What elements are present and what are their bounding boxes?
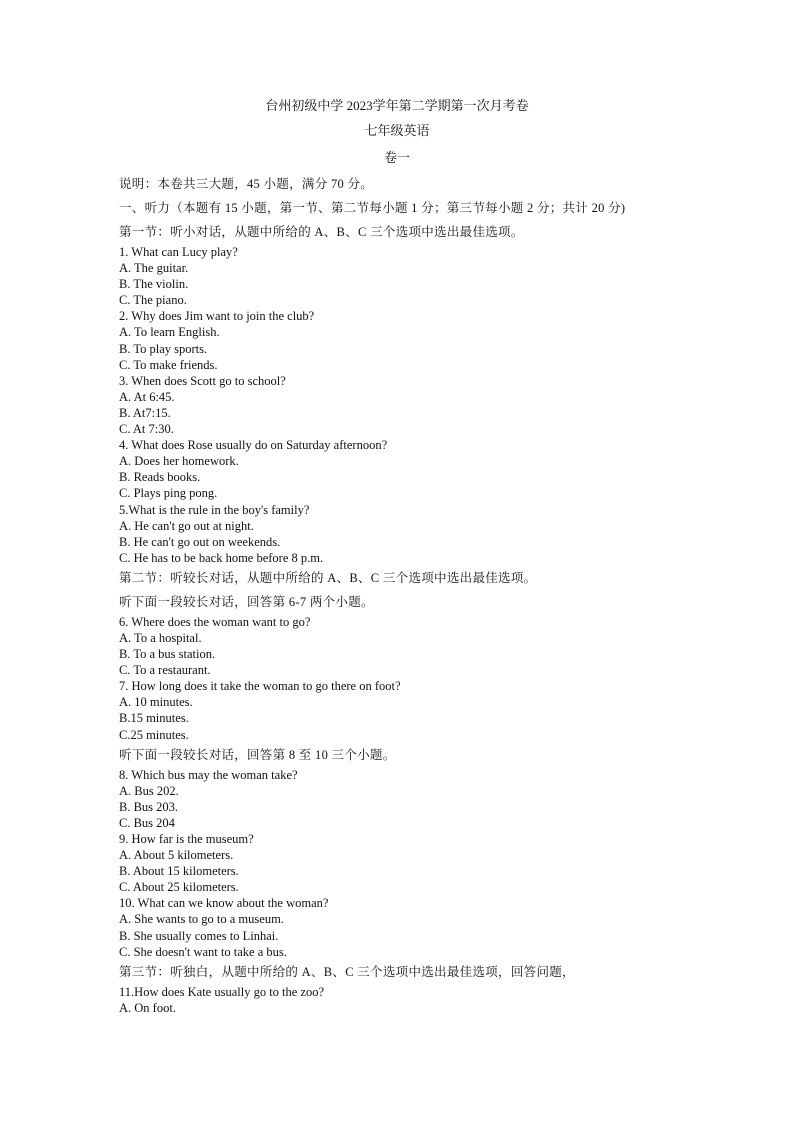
- section-instruction: 一、听力（本题有 15 小题，第一节、第二节每小题 1 分；第三节每小题 2 分；共计 20 分): [119, 201, 626, 215]
- question-line: B. At7:15.: [119, 405, 171, 420]
- question-line: A. On foot.: [119, 1000, 176, 1015]
- question-line: C. Bus 204: [119, 815, 175, 830]
- question-line: B. To a bus station.: [119, 647, 216, 662]
- question-line: A. To learn English.: [119, 325, 220, 340]
- section-instruction: 第三节：听独白，从题中所给的 A、B、C 三个选项中选出最佳选项，回答问题，: [119, 964, 575, 979]
- question-line: 9. How far is the museum?: [119, 832, 254, 846]
- question-line: C. The piano.: [119, 293, 187, 308]
- section-instruction: 第二节：听较长对话，从题中所给的 A、B、C 三个选项中选出最佳选项。: [119, 570, 537, 585]
- question-line: B. She usually comes to Linhai.: [119, 928, 279, 943]
- question-line: C. Plays ping pong.: [119, 486, 218, 501]
- question-line: 3. When does Scott go to school?: [119, 373, 286, 388]
- question-line: B. To play sports.: [119, 341, 208, 356]
- question-line: A. Does her homework.: [119, 454, 239, 469]
- question-line: B. Bus 203.: [119, 799, 179, 814]
- question-line: A. He can't go out at night.: [119, 518, 254, 533]
- question-line: A. At 6:45.: [119, 389, 175, 404]
- question-line: C.25 minutes.: [119, 727, 189, 742]
- question-line: C. He has to be back home before 8 p.m.: [119, 550, 324, 565]
- question-line: 6. Where does the woman want to go?: [119, 614, 311, 629]
- question-line: B. About 15 kilometers.: [119, 864, 239, 879]
- question-line: C. At 7:30.: [119, 422, 174, 437]
- question-line: 2. Why does Jim want to join the club?: [119, 309, 315, 324]
- question-line: A. To a hospital.: [119, 630, 202, 645]
- question-line: A. 10 minutes.: [119, 695, 193, 710]
- question-line: A. The guitar.: [119, 261, 189, 276]
- section-instruction: 听下面一段较长对话，回答第 6-7 两个小题。: [119, 594, 374, 609]
- question-line: C. To make friends.: [119, 357, 218, 372]
- question-line: A. She wants to go to a museum.: [119, 912, 284, 927]
- question-line: 10. What can we know about the woman?: [119, 896, 329, 911]
- section-instruction: 第一节：听小对话，从题中所给的 A、B、C 三个选项中选出最佳选项。: [119, 225, 524, 239]
- question-line: 1. What can Lucy play?: [119, 245, 238, 259]
- question-line: C. She doesn't want to take a bus.: [119, 944, 287, 959]
- question-line: 5.What is the rule in the boy's family?: [119, 502, 310, 517]
- section-instruction: 听下面一段较长对话，回答第 8 至 10 三个小题。: [119, 747, 396, 762]
- exam-title: 台州初级中学 2023学年第二学期第一次月考卷: [265, 98, 529, 113]
- question-line: B. He can't go out on weekends.: [119, 534, 281, 549]
- question-line: C. About 25 kilometers.: [119, 880, 239, 895]
- question-line: 11.How does Kate usually go to the zoo?: [119, 984, 325, 999]
- question-line: B.15 minutes.: [119, 711, 189, 726]
- question-line: B. Reads books.: [119, 470, 201, 485]
- exam-body: [119, 172, 719, 1016]
- question-line: 4. What does Rose usually do on Saturday afternoon?: [119, 438, 388, 453]
- question-line: C. To a restaurant.: [119, 663, 211, 678]
- section-instruction: 说明：本卷共三大题，45 小题，满分 70 分。: [119, 177, 374, 191]
- paper-label: 卷一: [383, 150, 410, 165]
- question-line: A. About 5 kilometers.: [119, 848, 234, 863]
- question-line: A. Bus 202.: [119, 783, 179, 798]
- question-line: B. The violin.: [119, 277, 189, 292]
- exam-subtitle: 七年级英语: [364, 123, 430, 138]
- question-line: 8. Which bus may the woman take?: [119, 767, 298, 782]
- question-line: 7. How long does it take the woman to go there on foot?: [119, 679, 401, 694]
